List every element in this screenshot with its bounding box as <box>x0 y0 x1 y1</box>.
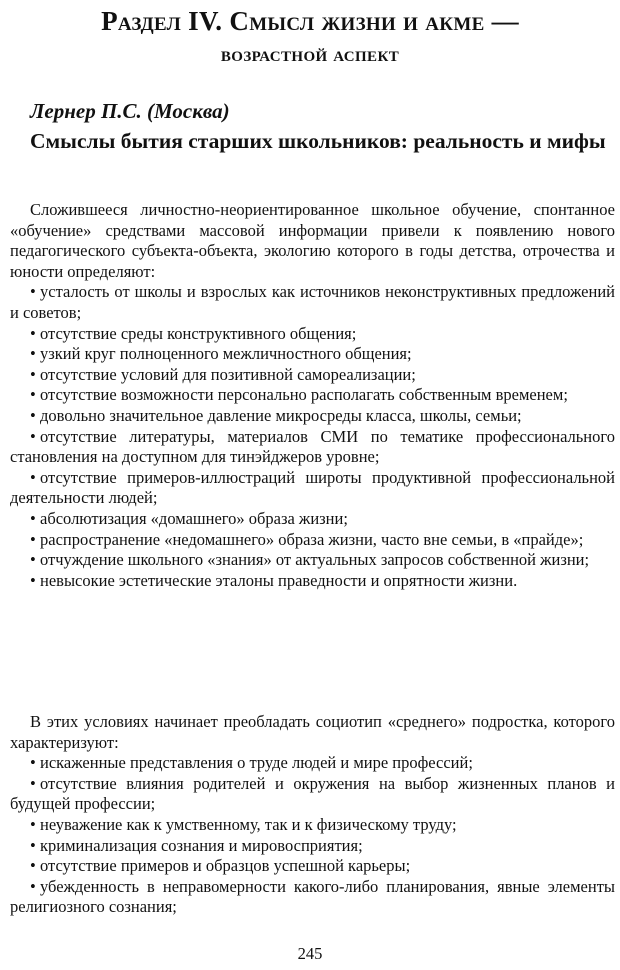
list-item <box>10 836 615 857</box>
list-item-text: отсутствие литературы, материалов СМИ по тематике профессионального становления на доступном для тинэйджеров уровне; <box>10 426 615 467</box>
list-item-text: отсутствие примеров и образцов успешной карьеры; <box>40 856 411 876</box>
list-item <box>10 530 615 551</box>
list-item-text: отсутствие условий для позитивной самореализации; <box>40 364 416 384</box>
article-title: Смыслы бытия старших школьников: реальность и мифы <box>30 129 606 153</box>
list-item-text: неуважение как к умственному, так и к физическому труду; <box>40 814 457 834</box>
list-item <box>10 550 615 571</box>
list-item-text: отчуждение школьного «знания» от актуальных запросов собственной жизни; <box>40 550 590 570</box>
list-item <box>10 344 615 365</box>
article-author: Лернер П.С. (Москва) <box>30 99 230 123</box>
list-item-text: невысокие эстетические эталоны праведности и опрятности жизни. <box>40 570 518 590</box>
bullet-marker: • <box>30 529 36 549</box>
page-number: 245 <box>297 944 323 963</box>
paragraph-intro: В этих условиях начинает преобладать социотип «среднего» подростка, которого характеризуют: <box>10 712 615 752</box>
list-item-text: усталость от школы и взрослых как источников неконструктивных предложений и советов; <box>10 282 615 322</box>
bullet-marker: • <box>30 773 36 793</box>
bullet-marker: • <box>30 426 36 446</box>
bullet-marker: • <box>30 550 36 570</box>
list-item <box>10 282 615 323</box>
bullet-marker: • <box>30 570 36 590</box>
bullet-marker: • <box>30 344 36 364</box>
bullet-marker: • <box>30 835 36 855</box>
list-item-text: узкий круг полноценного межличностного общения; <box>40 344 412 364</box>
list-item-text: искаженные представления о труде людей и мире профессий; <box>40 753 473 773</box>
list-item-text: криминализация сознания и мировосприятия; <box>40 835 363 855</box>
list-item-text: отсутствие среды конструктивного общения; <box>40 323 357 343</box>
bullet-marker: • <box>30 282 36 302</box>
bullet-list <box>10 753 615 918</box>
section-subtitle: возрастной аспект <box>220 42 400 66</box>
bullet-marker: • <box>30 814 36 834</box>
bullet-marker: • <box>30 323 36 343</box>
list-item <box>10 427 615 468</box>
list-item-text: довольно значительное давление микросреды класса, школы, семьи; <box>40 405 522 425</box>
text-block-sociotype <box>10 712 615 918</box>
list-item-text: отсутствие влияния родителей и окружения на выбор жизненных планов и будущей профессии; <box>10 773 615 814</box>
list-item <box>10 365 615 386</box>
bullet-marker: • <box>30 385 36 405</box>
list-item-text: отсутствие возможности персонально располагать собственным временем; <box>40 385 568 405</box>
section-title: Раздел IV. Смысл жизни и акме — <box>101 6 519 36</box>
list-item-text: абсолютизация «домашнего» образа жизни; <box>40 508 348 528</box>
list-item <box>10 571 615 592</box>
list-item <box>10 774 615 815</box>
bullet-marker: • <box>30 364 36 384</box>
list-item <box>10 877 615 918</box>
bullet-list <box>10 282 615 591</box>
list-item <box>10 815 615 836</box>
bullet-marker: • <box>30 467 36 487</box>
list-item <box>10 856 615 877</box>
bullet-marker: • <box>30 753 36 773</box>
list-item-text: отсутствие примеров-иллюстраций широты продуктивной профессиональной деятельности людей; <box>10 467 615 508</box>
bullet-marker: • <box>30 508 36 528</box>
list-item <box>10 385 615 406</box>
list-item <box>10 406 615 427</box>
bullet-marker: • <box>30 405 36 425</box>
text-block-conditions <box>10 200 615 591</box>
list-item <box>10 468 615 509</box>
list-item <box>10 753 615 774</box>
bullet-marker: • <box>30 876 36 896</box>
paragraph-intro: Сложившееся личностно-неориентированное школьное обучение, спонтанное «обучение» средствами массовой информации привели к появлению нового педагогического субъекта-объекта, экологию которого в годы детства, отрочества и юности определяют: <box>10 200 615 281</box>
list-item <box>10 509 615 530</box>
list-item <box>10 324 615 345</box>
list-item-text: распространение «недомашнего» образа жизни, часто вне семьи, в «прайде»; <box>40 529 584 549</box>
bullet-marker: • <box>30 856 36 876</box>
list-item-text: убежденность в неправомерности какого-либо планирования, явные элементы религиозного сознания; <box>10 876 615 917</box>
